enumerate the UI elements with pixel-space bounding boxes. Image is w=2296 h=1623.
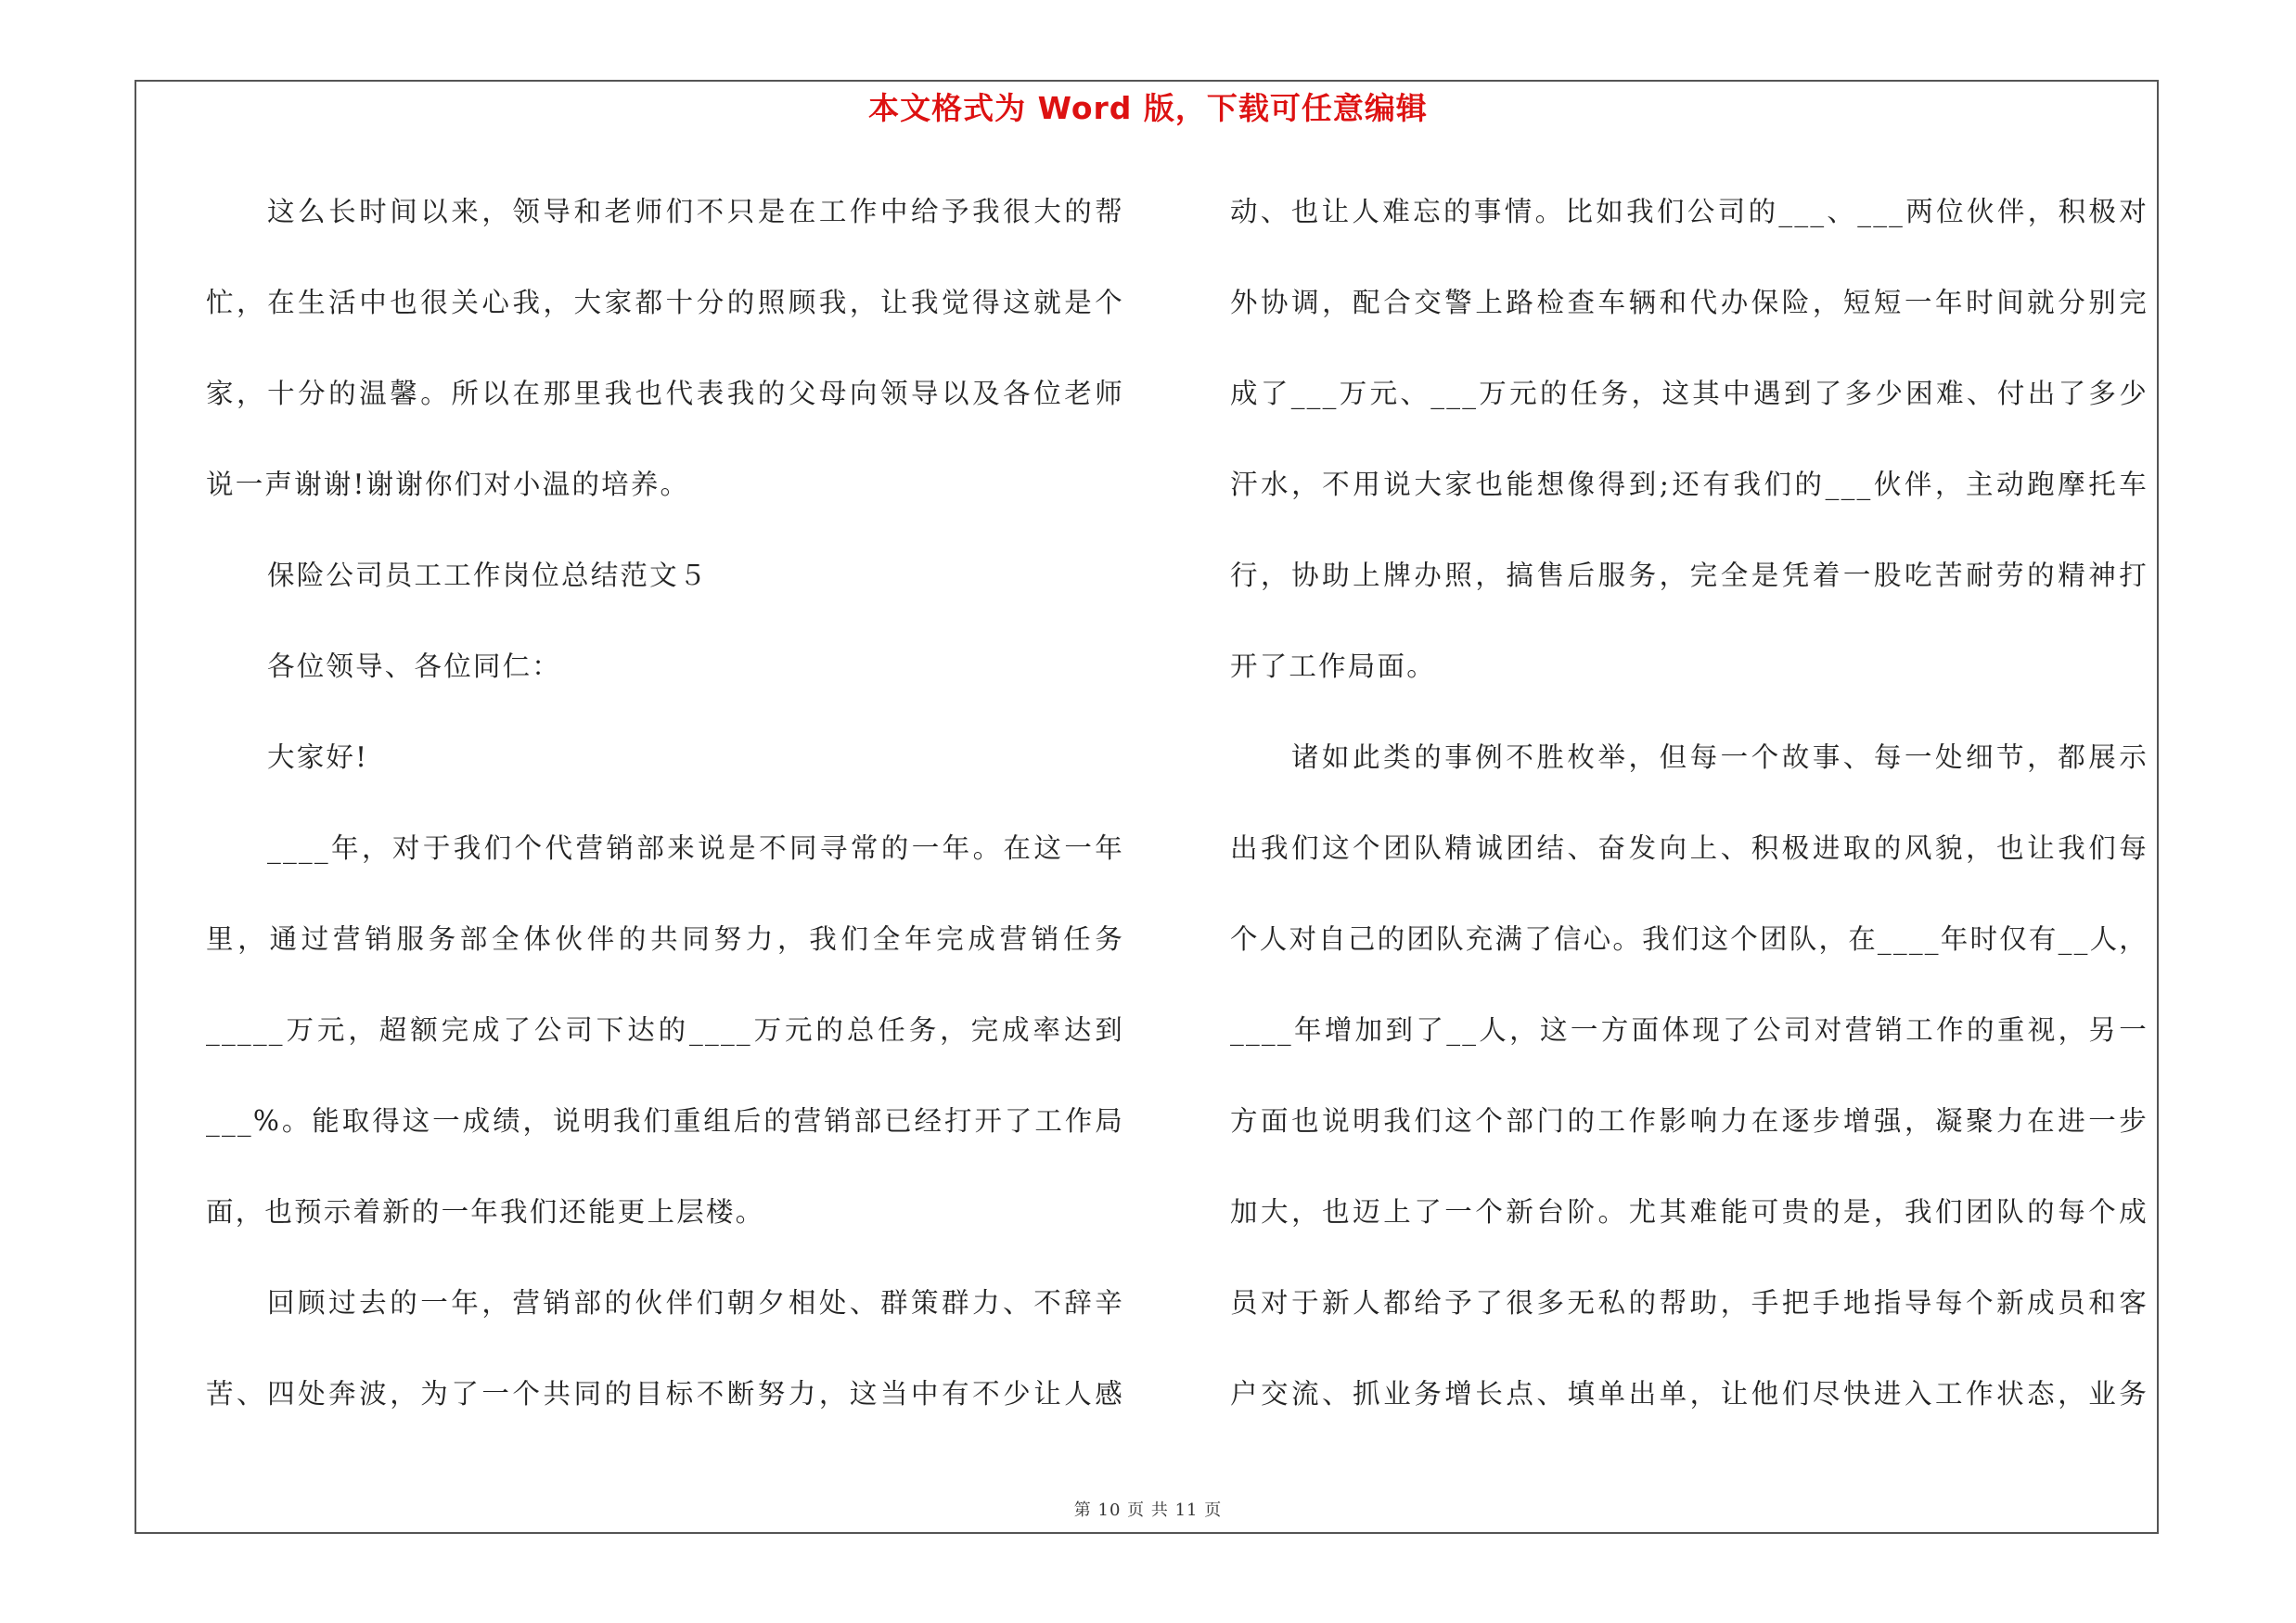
text-line: 加大，也迈上了一个新台阶。尤其难能可贵的是，我们团队的每个成 [1230,1196,2148,1228]
text-line: 回顾过去的一年，营销部的伙伴们朝夕相处、群策群力、不辞辛 [267,1287,1124,1319]
text-line: 成了___万元、___万元的任务，这其中遇到了多少困难、付出了多少 [1230,378,2148,409]
right-text-column [1230,183,2148,1456]
text-line: ____年，对于我们个代营销部来说是不同寻常的一年。在这一年 [267,832,1124,864]
text-line: 户交流、抓业务增长点、填单出单，让他们尽快进入工作状态，业务 [1230,1378,2148,1410]
text-line: 开了工作局面。 [1230,650,1436,682]
text-line: 方面也说明我们这个部门的工作影响力在逐步增强，凝聚力在进一步 [1230,1105,2148,1137]
greeting: 大家好! [267,741,369,773]
text-line: 忙，在生活中也很关心我，大家都十分的照顾我，让我觉得这就是个 [206,287,1124,318]
page-number-footer: 第 10 页 共 11 页 [1073,1501,1223,1520]
salutation: 各位领导、各位同仁： [267,650,562,682]
text-line: 外协调，配合交警上路检查车辆和代办保险，短短一年时间就分别完 [1230,287,2148,318]
text-line: 说一声谢谢!谢谢你们对小温的培养。 [206,469,690,500]
text-line: _____万元，超额完成了公司下达的____万元的总任务，完成率达到 [206,1014,1124,1046]
text-line: 里，通过营销服务部全体伙伴的共同努力，我们全年完成营销任务 [206,923,1124,955]
text-line: 动、也让人难忘的事情。比如我们公司的___、___两位伙伴，积极对 [1230,196,2148,227]
text-line: 行，协助上牌办照，搞售后服务，完全是凭着一股吃苦耐劳的精神打 [1230,560,2148,591]
text-line: 汗水，不用说大家也能想像得到;还有我们的___伙伴，主动跑摩托车 [1230,469,2148,500]
text-line: 家，十分的温馨。所以在那里我也代表我的父母向领导以及各位老师 [206,378,1124,409]
text-line: 苦、四处奔波，为了一个共同的目标不断努力，这当中有不少让人感 [206,1378,1124,1410]
section-heading: 保险公司员工工作岗位总结范文５ [267,560,709,591]
text-line: ____年增加到了__人，这一方面体现了公司对营销工作的重视，另一 [1230,1014,2148,1046]
format-notice-banner: 本文格式为 Word 版，下载可任意编辑 [868,90,1428,126]
left-text-column [206,183,1124,1456]
text-line: 个人对自己的团队充满了信心。我们这个团队，在____年时仅有__人， [1230,923,2148,955]
text-line: 面，也预示着新的一年我们还能更上层楼。 [206,1196,765,1228]
text-line: 诸如此类的事例不胜枚举，但每一个故事、每一处细节，都展示 [1291,741,2148,773]
text-line: 出我们这个团队精诚团结、奋发向上、积极进取的风貌，也让我们每 [1230,832,2148,864]
text-line: ___%。能取得这一成绩，说明我们重组后的营销部已经打开了工作局 [206,1105,1124,1137]
text-line: 这么长时间以来，领导和老师们不只是在工作中给予我很大的帮 [267,196,1124,227]
text-line: 员对于新人都给予了很多无私的帮助，手把手地指导每个新成员和客 [1230,1287,2148,1319]
